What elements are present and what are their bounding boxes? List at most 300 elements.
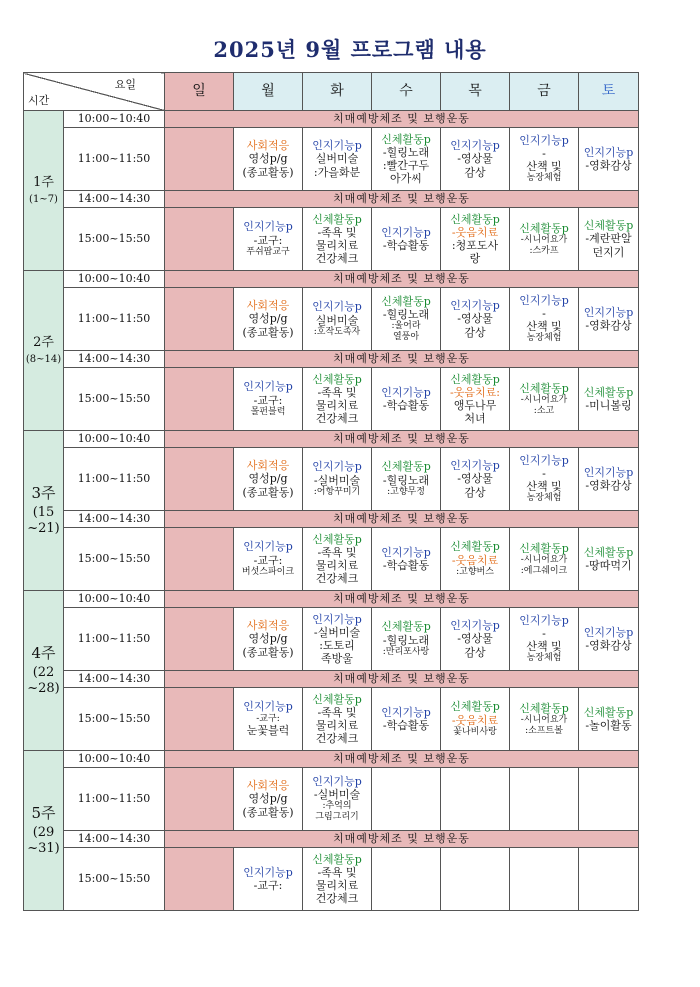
program-line: 농장체험	[526, 173, 562, 184]
program-cell	[234, 608, 303, 671]
program-line: -영화감상	[585, 319, 632, 332]
program-line: -웃음치료	[451, 225, 499, 239]
program-line: -웃음치료	[451, 553, 499, 567]
time-cell: 14:00~14:30	[64, 191, 165, 208]
program-line: (종교활동)	[242, 165, 294, 179]
program-line: -놀이활동	[585, 719, 632, 732]
program-cell	[579, 448, 639, 511]
time-cell: 10:00~10:40	[64, 751, 165, 768]
program-cell	[303, 688, 372, 751]
time-cell: 15:00~15:50	[64, 528, 165, 591]
program-cell	[579, 288, 639, 351]
program-line: 던지기	[592, 245, 625, 259]
program-cell	[372, 848, 441, 911]
program-line: -학습활동	[382, 559, 430, 572]
exercise-bar: 치매예방체조 및 보행운동	[165, 111, 639, 128]
time-cell: 14:00~14:30	[64, 671, 165, 688]
pm-bar-row	[24, 191, 639, 208]
program-line: 인지기능p	[583, 145, 634, 159]
day-header-sat: 토	[579, 73, 639, 111]
program-line: 영성p/g	[248, 472, 288, 486]
program-line: 농장체험	[526, 333, 562, 344]
program-cell	[234, 208, 303, 271]
program-line: 신체활동p	[312, 852, 362, 866]
time-cell: 11:00~11:50	[64, 448, 165, 511]
program-line: 인지기능p	[381, 545, 431, 559]
program-line: 인지기능p	[243, 700, 293, 714]
program-line: 신체활동p	[450, 372, 500, 386]
time-cell: 11:00~11:50	[64, 768, 165, 831]
am-program-row	[24, 128, 639, 191]
program-line: -영상물	[457, 472, 493, 486]
program-cell	[165, 848, 234, 911]
program-line: :고향버스	[456, 566, 494, 577]
program-line: -학습활동	[382, 239, 430, 252]
program-line: 건강체크	[315, 732, 359, 746]
program-cell	[441, 608, 510, 671]
program-line: -족욕 및	[317, 545, 357, 559]
program-line: 신체활동p	[450, 700, 500, 714]
week-range: (15 ~21)	[27, 505, 60, 536]
program-line: 그림그리기	[315, 812, 359, 823]
program-line: 농장체험	[526, 653, 562, 664]
program-line: 인지기능p	[243, 865, 293, 879]
program-line: 인지기능p	[450, 299, 500, 313]
program-cell	[165, 528, 234, 591]
program-line: 산책 및	[526, 320, 562, 334]
pm-bar-row	[24, 351, 639, 368]
pm-program-row	[24, 208, 639, 271]
am-bar-row	[24, 751, 639, 768]
program-line: 인지기능p	[450, 619, 500, 633]
program-cell	[510, 448, 579, 511]
program-line: -시니어요가	[520, 554, 568, 565]
week-label	[24, 591, 64, 751]
week-label	[24, 431, 64, 591]
exercise-bar: 치매예방체조 및 보행운동	[165, 431, 639, 448]
pm-bar-row	[24, 511, 639, 528]
pm-program-row	[24, 528, 639, 591]
time-cell: 15:00~15:50	[64, 688, 165, 751]
program-line: 건강체크	[315, 892, 359, 906]
program-cell	[510, 288, 579, 351]
week-range: (22 ~28)	[27, 665, 60, 696]
program-line: 사회적응	[246, 459, 290, 473]
program-cell	[579, 848, 639, 911]
program-line: 인지기능p	[381, 705, 431, 719]
program-cell	[165, 688, 234, 751]
program-cell	[165, 448, 234, 511]
program-line: 물리치료	[315, 559, 359, 572]
time-cell: 10:00~10:40	[64, 111, 165, 128]
program-line: -시니어요가	[520, 234, 568, 245]
program-line: -힐링노래	[382, 473, 430, 487]
program-line: -교구:	[256, 713, 280, 724]
program-line: 신체활동p	[381, 620, 431, 634]
program-cell	[372, 368, 441, 431]
time-cell: 10:00~10:40	[64, 271, 165, 288]
program-line: -실버미술	[313, 473, 361, 487]
program-line: 눈꽃블럭	[246, 724, 290, 738]
program-line: -족욕 및	[317, 225, 357, 239]
program-cell	[441, 528, 510, 591]
time-cell: 15:00~15:50	[64, 208, 165, 271]
program-line: -	[542, 467, 546, 480]
program-line: -시니어요가	[520, 394, 568, 405]
program-line: 신체활동p	[583, 545, 634, 559]
program-cell	[441, 848, 510, 911]
program-line: 산책 및	[526, 640, 562, 654]
program-line: 인지기능p	[450, 139, 500, 153]
program-line: 건강체크	[315, 252, 359, 266]
program-line: 꽃나비사랑	[453, 726, 497, 737]
program-line: :고향무정	[387, 486, 425, 497]
program-cell	[579, 208, 639, 271]
program-line: 신체활동p	[381, 132, 431, 146]
program-cell	[510, 848, 579, 911]
program-line: 인지기능p	[312, 775, 362, 789]
program-cell	[165, 368, 234, 431]
exercise-bar: 치매예방체조 및 보행운동	[165, 831, 639, 848]
time-cell: 11:00~11:50	[64, 128, 165, 191]
program-cell	[234, 128, 303, 191]
program-cell	[234, 288, 303, 351]
program-cell	[372, 608, 441, 671]
program-cell	[441, 208, 510, 271]
program-cell	[510, 688, 579, 751]
program-line: -실버미술	[313, 625, 361, 639]
program-line: :추억의	[322, 801, 352, 812]
program-line: 영성p/g	[248, 152, 288, 166]
day-header-thu: 목	[441, 73, 510, 111]
program-line: (종교활동)	[242, 325, 294, 339]
program-line: 사회적응	[246, 619, 290, 633]
program-line: -교구:	[253, 233, 283, 247]
am-bar-row	[24, 271, 639, 288]
program-line: 물리치료	[315, 399, 359, 412]
time-cell: 14:00~14:30	[64, 511, 165, 528]
program-line: -	[542, 627, 546, 640]
program-line: 영성p/g	[248, 792, 288, 806]
corner-time-label: 시간	[28, 93, 50, 107]
program-cell	[303, 768, 372, 831]
week-number: 4주	[31, 644, 56, 663]
program-cell	[303, 128, 372, 191]
am-program-row	[24, 608, 639, 671]
program-line: 신체활동p	[450, 212, 500, 226]
exercise-bar: 치매예방체조 및 보행운동	[165, 751, 639, 768]
program-line: 건강체크	[315, 412, 359, 426]
program-line: 인지기능p	[243, 380, 293, 394]
week-range: (29 ~31)	[27, 825, 60, 856]
program-line: 인지기능p	[450, 459, 500, 473]
program-line: -영화감상	[585, 479, 632, 492]
program-line: 사회적응	[246, 299, 290, 313]
program-line: (종교활동)	[242, 805, 294, 819]
week-range: (8~14)	[25, 353, 62, 365]
day-header-fri: 금	[510, 73, 579, 111]
program-line: -영상물	[457, 312, 493, 326]
program-line: 물리치료	[315, 879, 359, 892]
am-program-row	[24, 768, 639, 831]
program-cell	[579, 528, 639, 591]
program-line: 인지기능p	[519, 613, 569, 627]
pm-program-row	[24, 368, 639, 431]
program-line: 신체활동p	[519, 701, 569, 715]
program-line: 몰펀블럭	[250, 406, 286, 417]
program-cell	[441, 688, 510, 751]
program-cell	[510, 768, 579, 831]
program-cell	[510, 128, 579, 191]
program-line: (종교활동)	[242, 485, 294, 499]
program-line: 영성p/g	[248, 312, 288, 326]
program-line: 인지기능p	[312, 460, 362, 474]
program-line: :어항꾸미기	[313, 486, 361, 497]
program-line: 인지기능p	[519, 293, 569, 307]
program-cell	[165, 288, 234, 351]
program-line: 신체활동p	[381, 295, 431, 309]
program-line: 감상	[464, 325, 486, 339]
week-label	[24, 111, 64, 271]
am-bar-row	[24, 431, 639, 448]
program-cell	[510, 528, 579, 591]
day-header-tue: 화	[303, 73, 372, 111]
time-cell: 11:00~11:50	[64, 608, 165, 671]
program-line: 인지기능p	[243, 540, 293, 554]
program-cell	[234, 688, 303, 751]
program-line: 실버미술	[315, 313, 359, 327]
program-cell	[441, 448, 510, 511]
program-line: -교구:	[253, 393, 283, 407]
program-line: 인지기능p	[312, 612, 362, 626]
time-cell: 14:00~14:30	[64, 831, 165, 848]
program-cell	[234, 448, 303, 511]
week-label	[24, 271, 64, 431]
am-program-row	[24, 448, 639, 511]
program-line: -웃음치료:	[450, 385, 500, 399]
exercise-bar: 치매예방체조 및 보행운동	[165, 351, 639, 368]
program-line: 인지기능p	[583, 305, 634, 319]
program-line: 버섯스파이크	[241, 566, 295, 577]
program-line: (종교활동)	[242, 645, 294, 659]
program-cell	[165, 608, 234, 671]
exercise-bar: 치매예방체조 및 보행운동	[165, 511, 639, 528]
program-line: 인지기능p	[312, 139, 362, 153]
program-line: -학습활동	[382, 719, 430, 732]
program-line: :도토리	[319, 639, 355, 652]
program-line: :청포도사	[451, 239, 499, 252]
program-cell	[441, 368, 510, 431]
program-cell	[372, 448, 441, 511]
pm-bar-row	[24, 831, 639, 848]
program-line: 아가씨	[390, 172, 422, 186]
program-line: 신체활동p	[312, 372, 362, 386]
program-cell	[303, 448, 372, 511]
program-line: 신체활동p	[312, 692, 362, 706]
time-cell: 10:00~10:40	[64, 431, 165, 448]
program-line: -미니볼링	[585, 399, 632, 412]
program-cell	[510, 608, 579, 671]
week-number: 5주	[31, 804, 56, 823]
time-cell: 11:00~11:50	[64, 288, 165, 351]
program-line: :가을화분	[313, 165, 361, 179]
week-range: (1~7)	[29, 193, 58, 205]
week-number: 3주	[31, 484, 56, 503]
corner-day-label: 요일	[114, 78, 136, 91]
program-cell	[372, 208, 441, 271]
program-line: 인지기능p	[519, 453, 569, 467]
program-line: 실버미술	[315, 152, 359, 166]
program-line: 인지기능p	[381, 225, 431, 239]
program-line: -족욕 및	[317, 385, 357, 399]
program-line: -계란판알	[585, 232, 632, 246]
program-cell	[441, 768, 510, 831]
pm-program-row	[24, 848, 639, 911]
program-line: :빨간구두	[382, 159, 430, 172]
program-line: 농장체험	[526, 493, 562, 504]
week-label	[24, 751, 64, 911]
program-line: 감상	[464, 165, 486, 179]
program-line: 신체활동p	[381, 460, 431, 474]
program-cell	[372, 128, 441, 191]
am-bar-row	[24, 591, 639, 608]
pm-bar-row	[24, 671, 639, 688]
program-line: -	[542, 307, 546, 320]
program-cell	[579, 768, 639, 831]
program-cell	[303, 608, 372, 671]
program-line: :만리포사랑	[382, 646, 430, 657]
program-line: 신체활동p	[519, 541, 569, 555]
program-cell	[165, 208, 234, 271]
program-line: -	[542, 147, 546, 160]
program-line: :스카프	[529, 245, 559, 256]
program-cell	[372, 288, 441, 351]
program-line: 신체활동p	[450, 540, 500, 554]
program-line: 신체활동p	[312, 532, 362, 546]
program-line: 푸쉬팝교구	[246, 246, 290, 257]
program-line: :소고	[533, 405, 555, 416]
time-cell: 10:00~10:40	[64, 591, 165, 608]
program-cell	[441, 128, 510, 191]
program-line: :에그쉐이크	[520, 565, 568, 576]
program-line: 신체활동p	[583, 705, 634, 719]
program-line: -힐링노래	[382, 633, 430, 647]
program-line: -교구:	[253, 553, 283, 567]
program-line: 신체활동p	[519, 381, 569, 395]
program-cell	[372, 768, 441, 831]
program-cell	[234, 768, 303, 831]
day-header-wed: 수	[372, 73, 441, 111]
program-cell	[441, 288, 510, 351]
program-line: -힐링노래	[382, 308, 430, 322]
day-header-mon: 월	[234, 73, 303, 111]
exercise-bar: 치매예방체조 및 보행운동	[165, 671, 639, 688]
program-cell	[234, 528, 303, 591]
program-line: 처녀	[464, 412, 486, 426]
program-cell	[303, 208, 372, 271]
program-line: 감상	[464, 645, 486, 659]
program-line: -교구:	[253, 879, 283, 892]
program-cell	[579, 128, 639, 191]
week-number: 1주	[33, 175, 54, 191]
program-line: -웃음치료	[451, 713, 499, 727]
schedule-table	[23, 72, 639, 911]
program-cell	[579, 608, 639, 671]
program-line: 감상	[464, 485, 486, 499]
program-cell	[372, 528, 441, 591]
program-line: 신체활동p	[519, 221, 569, 235]
program-line: 인지기능p	[519, 133, 569, 147]
program-line: 산책 및	[526, 160, 562, 174]
program-cell	[579, 688, 639, 751]
program-cell	[510, 368, 579, 431]
program-line: 산책 및	[526, 480, 562, 494]
program-line: :소프트볼	[525, 725, 563, 736]
program-line: 족방울	[321, 652, 353, 666]
program-line: 건강체크	[315, 572, 359, 586]
program-line: 인지기능p	[243, 220, 293, 234]
program-line: 사회적응	[246, 779, 290, 793]
program-line: 랑	[469, 252, 481, 266]
program-line: 인지기능p	[381, 385, 431, 399]
exercise-bar: 치매예방체조 및 보행운동	[165, 191, 639, 208]
program-line: -영상물	[457, 632, 493, 646]
program-cell	[372, 688, 441, 751]
week-number: 2주	[33, 335, 54, 351]
program-cell	[234, 368, 303, 431]
exercise-bar: 치매예방체조 및 보행운동	[165, 591, 639, 608]
program-line: 열풍아	[392, 332, 420, 343]
time-cell: 14:00~14:30	[64, 351, 165, 368]
time-cell: 15:00~15:50	[64, 848, 165, 911]
time-cell: 15:00~15:50	[64, 368, 165, 431]
program-line: -영화감상	[585, 639, 632, 652]
program-line: -힐링노래	[382, 145, 430, 159]
program-cell	[234, 848, 303, 911]
program-cell	[303, 368, 372, 431]
program-line: 신체활동p	[583, 385, 634, 399]
program-line: -족욕 및	[317, 705, 357, 719]
header-row	[24, 73, 639, 111]
program-line: 인지기능p	[583, 625, 634, 639]
program-line: 사회적응	[246, 139, 290, 153]
program-cell	[165, 128, 234, 191]
program-line: 물리치료	[315, 719, 359, 732]
program-line: 신체활동p	[583, 219, 634, 233]
program-line: -학습활동	[382, 399, 430, 412]
program-line: -시니어요가	[520, 714, 568, 725]
program-cell	[579, 368, 639, 431]
program-line: :호작도족자	[313, 326, 361, 337]
program-cell	[165, 768, 234, 831]
exercise-bar: 치매예방체조 및 보행운동	[165, 271, 639, 288]
program-line: 인지기능p	[312, 300, 362, 314]
page-title: 2025년 9월 프로그램 내용	[213, 37, 487, 62]
pm-program-row	[24, 688, 639, 751]
program-line: -영상물	[457, 152, 493, 166]
program-line: 영성p/g	[248, 632, 288, 646]
program-line: -땅따먹기	[585, 559, 632, 572]
program-line: -족욕 및	[317, 865, 357, 879]
program-line: :울어라	[391, 321, 421, 332]
am-bar-row	[24, 111, 639, 128]
program-line: -영화감상	[585, 159, 632, 172]
program-line: -실버미술	[313, 788, 361, 802]
am-program-row	[24, 288, 639, 351]
program-cell	[303, 288, 372, 351]
day-header-sun: 일	[165, 73, 234, 111]
header-corner	[24, 73, 165, 111]
